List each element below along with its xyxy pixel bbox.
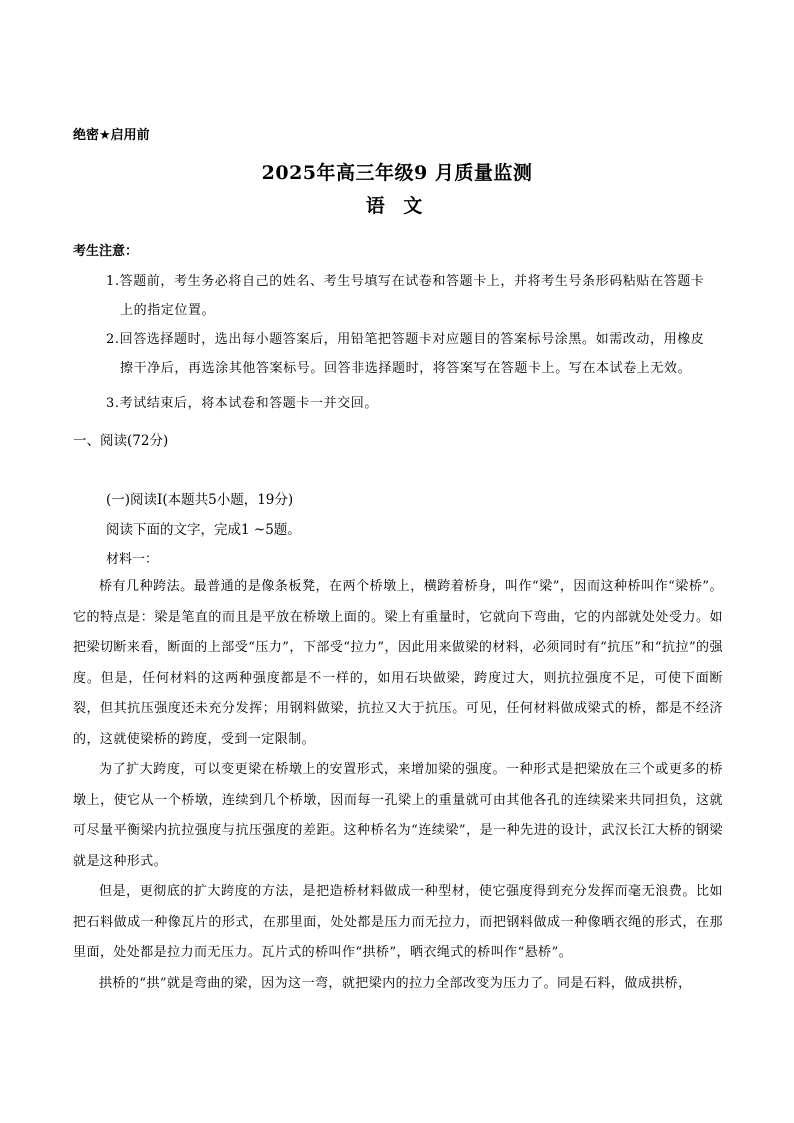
notice-item-text: 1.答题前，考生务必将自己的姓名、考生号填写在试卷和答题卡上，并将考生号条形码粘贴在答题卡 (106, 274, 705, 289)
notice-heading: 考生注意： (73, 244, 139, 259)
notice-item-2 (106, 325, 726, 383)
subject-title: 语 文 (365, 195, 429, 217)
passage-paragraph: 为了扩大跨度，可以变更梁在桥墩上的安置形式，来增加梁的强度。一种形式是把梁放在三个或更多的桥墩上，使它从一个桥墩，连续到几个桥墩，因而每一孔梁上的重量就可由其他各孔的连续梁来共同担负，这就可尽量平衡梁内抗拉强度与抗压强度的差距。这种桥名为“连续梁”，是一种先进的设计，武汉长江大桥的钢梁就是这种形式。 (73, 762, 723, 869)
notice-item-continuation: 上的指定位置。 (120, 303, 216, 318)
exam-title: 2025年高三年级9 月质量监测 (261, 162, 533, 184)
notice-item-continuation: 擦干净后，再选涂其他答案标号。回答非选择题时，将答案写在答题卡上。写在本试卷上无效。 (120, 361, 692, 376)
section-heading: 一、阅读(72分) (73, 433, 169, 449)
reading-instruction: 阅读下面的文字，完成1 ~5题。 (106, 522, 301, 538)
passage-paragraph: 但是，更彻底的扩大跨度的方法，是把造桥材料做成一种型材，使它强度得到充分发挥而毫无浪费。比如把石料做成一种像瓦片的形式，在那里面，处处都是压力而无拉力，而把钢料做成一种像晒衣绳的形式，在那里面，处处都是拉力而无压力。瓦片式的桥叫作“拱桥”，晒衣绳式的桥叫作“悬桥”。 (73, 884, 723, 960)
sub-section-heading: (一)阅读Ⅰ(本题共5小题，19分) (106, 492, 294, 508)
passage-paragraph: 拱桥的“拱”就是弯曲的梁，因为这一弯，就把梁内的拉力全部改变为压力了。同是石料，做成拱桥， (99, 975, 692, 991)
notice-item-text: 3.考试结束后，将本试卷和答题卡一并交回。 (106, 396, 379, 411)
notice-item-text: 2.回答选择题时，选出每小题答案后，用铅笔把答题卡对应题目的答案标号涂黑。如需改动，用橡皮 (106, 332, 705, 347)
notice-item-1 (106, 267, 726, 325)
reading-passage (73, 572, 723, 999)
passage-paragraph: 桥有几种跨法。最普通的是像条板凳，在两个桥墩上，横跨着桥身，叫作“梁”，因而这种桥叫作“梁桥”。它的特点是：梁是笔直的而且是平放在桥墩上面的。梁上有重量时，它就向下弯曲，它的内部就处处受力。如把梁切断来看，断面的上部受“压力”，下部受“拉力”，因此用来做梁的材料，必须同时有“抗压”和“抗拉”的强度。但是，任何材料的这两种强度都是不一样的，如用石块做梁，跨度过大，则抗拉强度不足，可使下面断裂，但其抗压强度还未充分发挥；用钢料做梁，抗拉又大于抗压。可见，任何材料做成梁式的桥，都是不经济的，这就使梁桥的跨度，受到一定限制。 (73, 579, 723, 747)
confidential-mark: 绝密★启用前 (73, 128, 150, 143)
notice-item-3 (106, 389, 726, 418)
material-label: 材料一： (106, 552, 159, 567)
